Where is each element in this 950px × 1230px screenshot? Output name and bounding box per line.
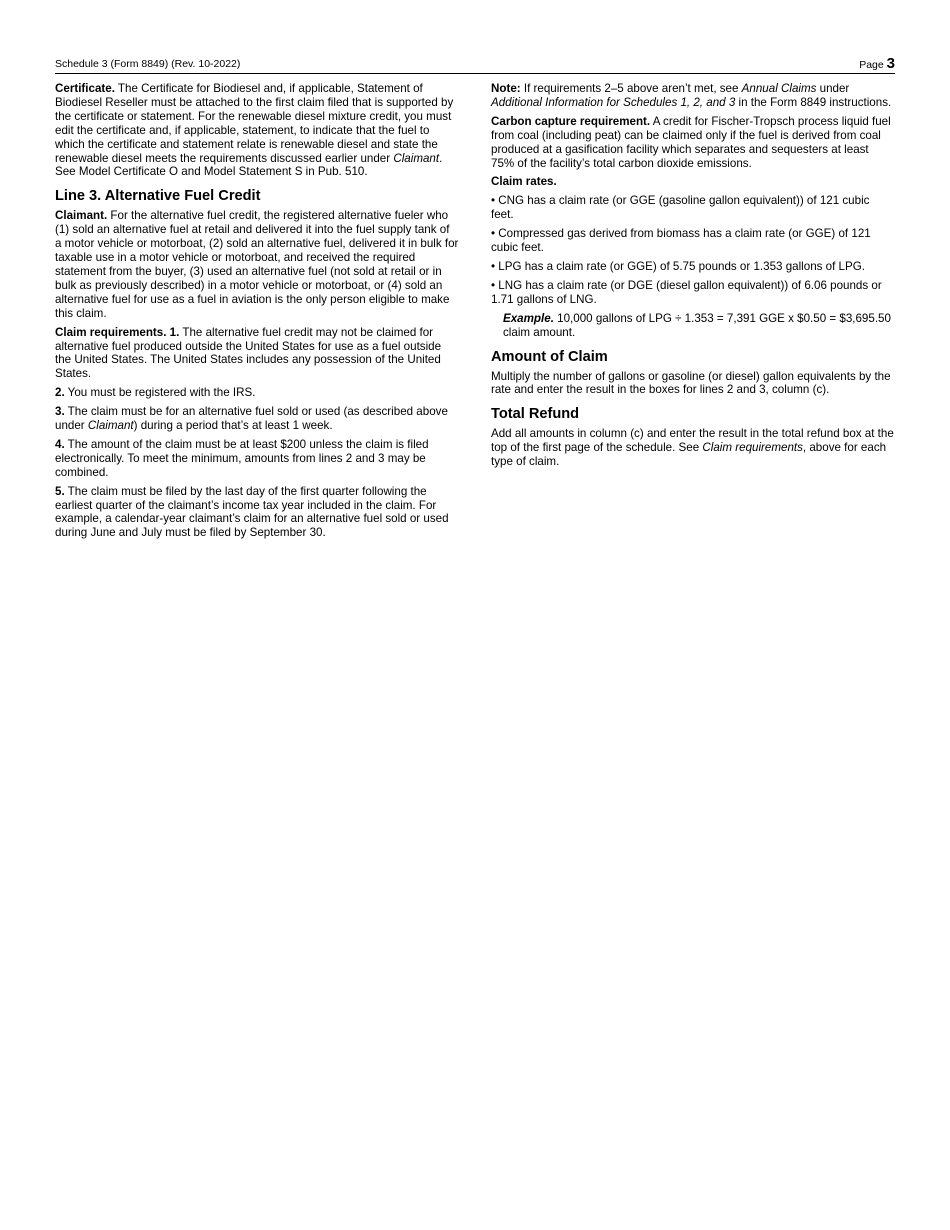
claim-requirement-4: 4. The amount of the claim must be at least $200 unless the claim is filed electronically. To meet the minimum, amounts from lines 2 and 3 may be combined. (55, 437, 429, 479)
rate-item: • LPG has a claim rate (or GGE) of 5.75 pounds or 1.353 gallons of LPG. (491, 259, 865, 273)
form-identifier: Schedule 3 (Form 8849) (Rev. 10-2022) (55, 58, 241, 70)
page-header (55, 53, 895, 74)
total-refund-paragraph: Add all amounts in column (c) and enter the result in the total refund box at the top of the first page of the schedule. See Claim requirements, above for each type of claim. (491, 427, 894, 469)
carbon-capture-paragraph: Carbon capture requirement. A credit for Fischer-Tropsch process liquid fuel from coal (including peat) can be claimed only if the fuel is derived from coal produced at a gasification facility which separates and sequesters at least 75% of the facility’s total carbon dioxide emissions. (491, 114, 891, 170)
page-number-label: Page 3 (859, 55, 895, 72)
claim-requirement-1: Claim requirements. 1. The alternative fuel credit may not be claimed for alternative fuel produced outside the United States for use as a fuel outside the United States. The United States includes any possession of the United States. (55, 325, 442, 381)
amount-of-claim-paragraph: Multiply the number of gallons or gasoline (or diesel) gallon equivalents by the rate and enter the result in the boxes for lines 2 and 3, column (c). (491, 369, 891, 397)
claim-requirement-2: 2. You must be registered with the IRS. (55, 386, 256, 400)
rate-item: • Compressed gas derived from biomass has a claim rate (or GGE) of 121 cubic feet. (491, 227, 871, 255)
line3-heading: Line 3. Alternative Fuel Credit (55, 188, 261, 205)
amount-of-claim-heading: Amount of Claim (491, 348, 608, 365)
rate-item: • CNG has a claim rate (or GGE (gasoline gallon equivalent)) of 121 cubic feet. (491, 194, 870, 222)
total-refund-heading: Total Refund (491, 406, 580, 423)
claim-requirement-3: 3. The claim must be for an alternative fuel sold or used (as described above under Claimant) during a period that’s at least 1 week. (55, 405, 448, 433)
left-column (55, 82, 459, 545)
rate-item: • LNG has a claim rate (or DGE (diesel gallon equivalent)) of 6.06 pounds or 1.71 gallons of LNG. (491, 278, 882, 306)
claim-requirement-5: 5. The claim must be filed by the last day of the first quarter following the earliest quarter of the claimant’s income tax year included in the claim. For example, a calendar-year claimant’s claim for an alternative fuel sold or used during June and July must be filed by September 30. (55, 484, 449, 540)
example-paragraph: Example. 10,000 gallons of LPG ÷ 1.353 = 7,391 GGE x $0.50 = $3,695.50 claim amount. (503, 311, 891, 339)
certificate-paragraph: Certificate. The Certificate for Biodiesel and, if applicable, Statement of Biodiesel Reseller must be attached to the first claim filed that is supported by the certificate or statement. For the renewable diesel mixture credit, you must edit the certificate and, if applicable, statement, to indicate that the fuel to which the certificate and statement relate is renewable diesel and state the renewable diesel meets the requirements discussed earlier under Claimant. See Model Certificate O and Model Statement S in Pub. 510. (55, 82, 454, 179)
claimant-paragraph: Claimant. For the alternative fuel credit, the registered alternative fueler who (1) sold an alternative fuel at retail and delivered it into the fuel supply tank of a motor vehicle or motorboat, (2) sold an alternative fuel, delivered it in bulk for taxable use in a motor vehicle or motorboat, and received the required statement from the buyer, (3) used an alternative fuel (not sold at retail or in bulk as previously described) in a motor vehicle or motorboat, or (4) sold an alternative fuel for use as a fuel in aviation is the only person eligible to make this claim. (55, 209, 459, 320)
claim-rates-heading: Claim rates. (491, 175, 557, 189)
right-column (491, 82, 895, 474)
note-paragraph: Note: If requirements 2–5 above aren’t met, see Annual Claims under Additional Information for Schedules 1, 2, and 3 in the Form 8849 instructions. (491, 82, 892, 109)
page-number: 3 (886, 55, 895, 72)
